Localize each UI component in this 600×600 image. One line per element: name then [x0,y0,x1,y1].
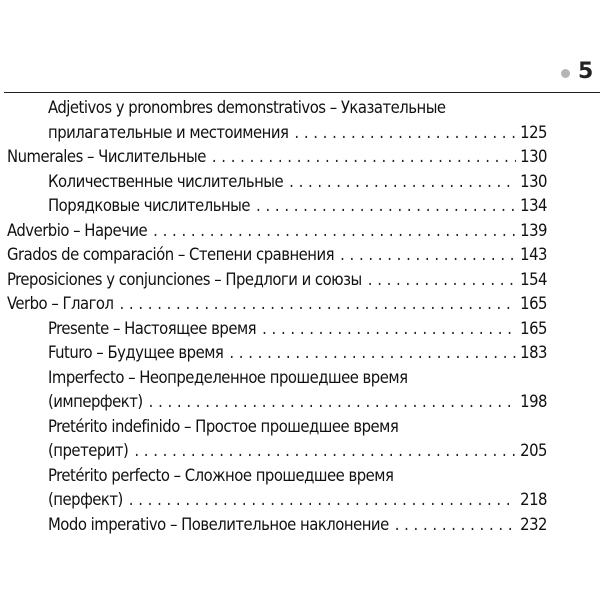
toc-entry-title: Numerales – Числительные [7,147,206,166]
toc-entry-title: Presente – Настоящее время [48,318,257,338]
toc-subsection-entry [0,170,600,195]
toc-line [0,464,600,489]
dot-leader [395,513,516,538]
toc-section-entry [0,243,600,268]
dot-leader [129,488,516,513]
page-number-bullet [561,69,570,78]
toc-section-entry [0,145,600,170]
header-rule [4,92,600,93]
toc-entry-title: Pretérito indefinido – Простое прошедшее время [48,416,399,436]
toc-line [0,121,600,146]
page-header [0,0,600,96]
toc-line [0,292,600,317]
toc-entry-title: Verbo – Глагол [7,294,114,313]
dot-leader [256,194,516,219]
dot-leader [262,317,516,342]
toc-page-number: 205 [520,441,547,460]
toc-section-entry [0,219,600,244]
toc-entry-title: (перфект) [48,490,123,509]
toc-page-number: 143 [520,245,547,264]
toc-subsection-entry [0,96,600,145]
dot-leader [153,219,516,244]
toc-page-number: 165 [520,318,547,338]
toc-page-number: 134 [520,196,547,215]
toc-line [0,96,600,121]
toc-entry-title: Pretérito perfecto – Сложное прошедшее время [48,465,394,485]
toc-page-number: 130 [520,147,547,166]
toc-line [0,439,600,464]
dot-leader [340,243,516,268]
toc-subsection-entry [0,513,600,538]
page-number: 5 [578,59,594,84]
toc-line [0,415,600,440]
dot-leader [212,145,516,170]
toc-line [0,341,600,366]
toc-page-number: 125 [520,122,547,142]
toc-page-number: 198 [520,392,547,411]
toc-page-number: 232 [520,514,547,534]
toc-line [0,194,600,219]
toc-entry-title: прилагательные и местоимения [48,122,289,142]
toc-section-entry [0,292,600,317]
toc-line [0,390,600,415]
toc-entry-title: Grados de comparación – Степени сравнения [7,245,335,264]
dot-leader [289,170,516,195]
toc-entry-title: Порядковые числительные [48,196,251,215]
toc-line [0,170,600,195]
toc-section-entry [0,268,600,293]
dot-leader [119,292,516,317]
toc-page-number: 183 [520,343,547,362]
toc-entry-title: Modo imperativo – Повелительное наклонение [48,514,389,534]
toc-entry-title: (претерит) [48,441,129,460]
toc-subsection-entry [0,194,600,219]
dot-leader [134,439,516,464]
toc-entry-title: Количественные числительные [48,171,284,191]
toc-page-number: 130 [520,171,547,191]
toc-subsection-entry [0,464,600,513]
toc-page-number: 154 [520,269,547,289]
dot-leader [229,341,516,366]
dot-leader [294,121,516,146]
toc-line [0,219,600,244]
toc-subsection-entry [0,341,600,366]
dot-leader [149,390,517,415]
toc-entry-title: Preposiciones y conjunciones – Предлоги и союзы [7,269,362,289]
toc-entry-title: Futuro – Будущее время [48,343,224,362]
toc-page-number: 218 [520,490,547,509]
table-of-contents [0,96,600,537]
toc-page-number: 165 [520,294,547,313]
toc-line [0,145,600,170]
toc-page-number: 139 [520,220,547,240]
toc-subsection-entry [0,366,600,415]
toc-line [0,488,600,513]
toc-line [0,243,600,268]
toc-line [0,317,600,342]
toc-line [0,366,600,391]
dot-leader [368,268,516,293]
toc-entry-title: (имперфект) [48,392,143,411]
toc-line [0,513,600,538]
toc-line [0,268,600,293]
toc-subsection-entry [0,317,600,342]
toc-entry-title: Adjetivos y pronombres demonstrativos – Указательные [48,98,446,117]
toc-entry-title: Adverbio – Наречие [7,220,148,240]
toc-subsection-entry [0,415,600,464]
toc-entry-title: Imperfecto – Неопределенное прошедшее время [48,367,408,387]
